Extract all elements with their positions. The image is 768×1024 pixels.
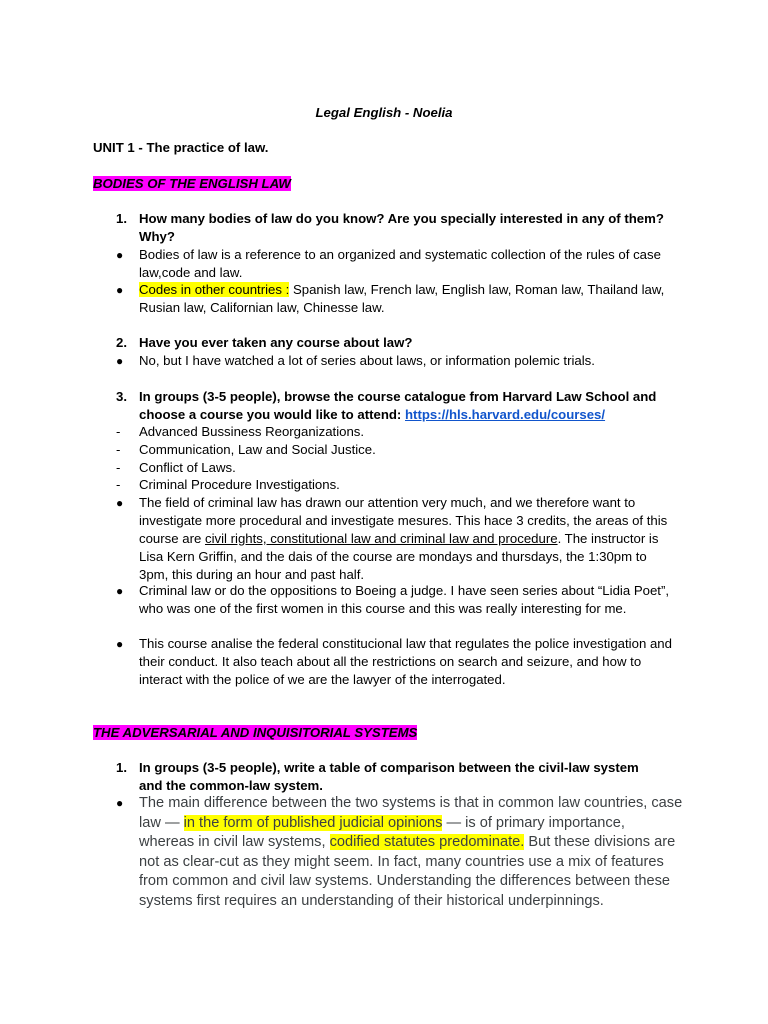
bullet-icon: ● [116,354,124,368]
answer-3-bullet-1 [139,494,674,584]
course-areas-underlined: civil rights, constitutional law and criminal law and procedure [204,531,558,546]
highlight-codes: Codes in other countries : [139,282,290,297]
answer-4-text-a: The main difference between the two systems is that in common law countries, case law — [139,795,683,831]
answer-1-bullet-1: Bodies of law is a reference to an organized and systematic collection of the rules of case law,code and law. [139,247,661,280]
question-number: 2. [116,335,127,350]
bullet-icon: ● [116,584,124,598]
document-title: Legal English - Noelia [315,105,453,120]
answer-1-bullet-2-text: Spanish law, French law, English law, Roman law, Thailand law, Rusian law, Californian law, Chinesse law. [139,282,665,315]
answer-4-paragraph [116,794,684,911]
unit-heading: UNIT 1 - The practice of law. [93,140,269,155]
highlight-judicial-opinions: in the form of published judicial opinions [183,814,443,831]
dash-marker: - [116,460,121,475]
question-number: 1. [116,760,127,775]
bullet-icon: ● [116,248,124,262]
bullet-icon: ● [116,637,124,651]
bullet-icon: ● [116,796,124,810]
section-heading-bodies-text: BODIES OF THE ENGLISH LAW [93,176,291,191]
dash-marker: - [116,424,121,439]
answer-3-bullet-1-text-b: . The instructor is Lisa Kern Griffin, and the dais of the course are mondays and thursdays, the 1:30pm to 3pm, this during an hour and past half. [139,531,659,582]
course-item: Communication, Law and Social Justice. [139,442,376,457]
section-heading-systems [93,724,417,742]
highlight-codified-statutes: codified statutes predominate. [329,834,525,850]
answer-4-text-c: But these divisions are not as clear-cut as they might seem. In fact, many countries use a mix of features from common and civil law systems. Understanding the differences between these systems first requires an understanding of their historical underpinnings. [139,834,676,909]
answer-3-bullet-3: This course analise the federal constitucional law that regulates the police investigation and their conduct. It also teach about all the restrictions on search and seizure, and how to interact with the police of we are the lawyer of the interrogated. [139,636,672,687]
section-heading-systems-text: THE ADVERSARIAL AND INQUISITORIAL SYSTEMS [93,725,418,740]
answer-4-text-b: — is of primary importance, whereas in civil law systems, [139,814,625,850]
dash-marker: - [116,442,121,457]
question-1: How many bodies of law do you know? Are you specially interested in any of them? Why? [139,211,664,244]
course-item: Conflict of Laws. [139,460,236,475]
question-number: 1. [116,211,127,226]
question-2: Have you ever taken any course about law? [139,335,413,350]
course-item-text: Criminal Procedure Investigations. [139,477,340,492]
dash-marker: - [116,477,121,492]
section-heading-bodies [93,175,291,193]
answer-1-bullet-2 [139,281,679,317]
answer-3-bullet-1-text-a: The field of criminal law has drawn our attention very much, and we therefore want to investigate more procedural and investigate mesures. This hace 3 credits, the areas of this course are [139,495,668,546]
question-4: In groups (3-5 people), write a table of comparison between the civil-law system and the common-law system. [139,760,639,793]
answer-3-bullet-2: Criminal law or do the oppositions to Boeing a judge. I have seen series about “Lidia Poet”, who was one of the first women in this course and this was really interesting for me. [139,583,670,616]
answer-2-bullet-1: No, but I have watched a lot of series about laws, or information polemic trials. [139,353,595,368]
course-item: Advanced Bussiness Reorganizations. [139,424,365,439]
question-3 [139,388,679,424]
harvard-courses-link[interactable]: https://hls.harvard.edu/courses/ [405,407,606,422]
question-number: 3. [116,389,127,404]
bullet-icon: ● [116,283,124,297]
question-3-text: In groups (3-5 people), browse the course catalogue from Harvard Law School and choose a course you would like to attend: [139,389,657,422]
bullet-icon: ● [116,496,124,510]
